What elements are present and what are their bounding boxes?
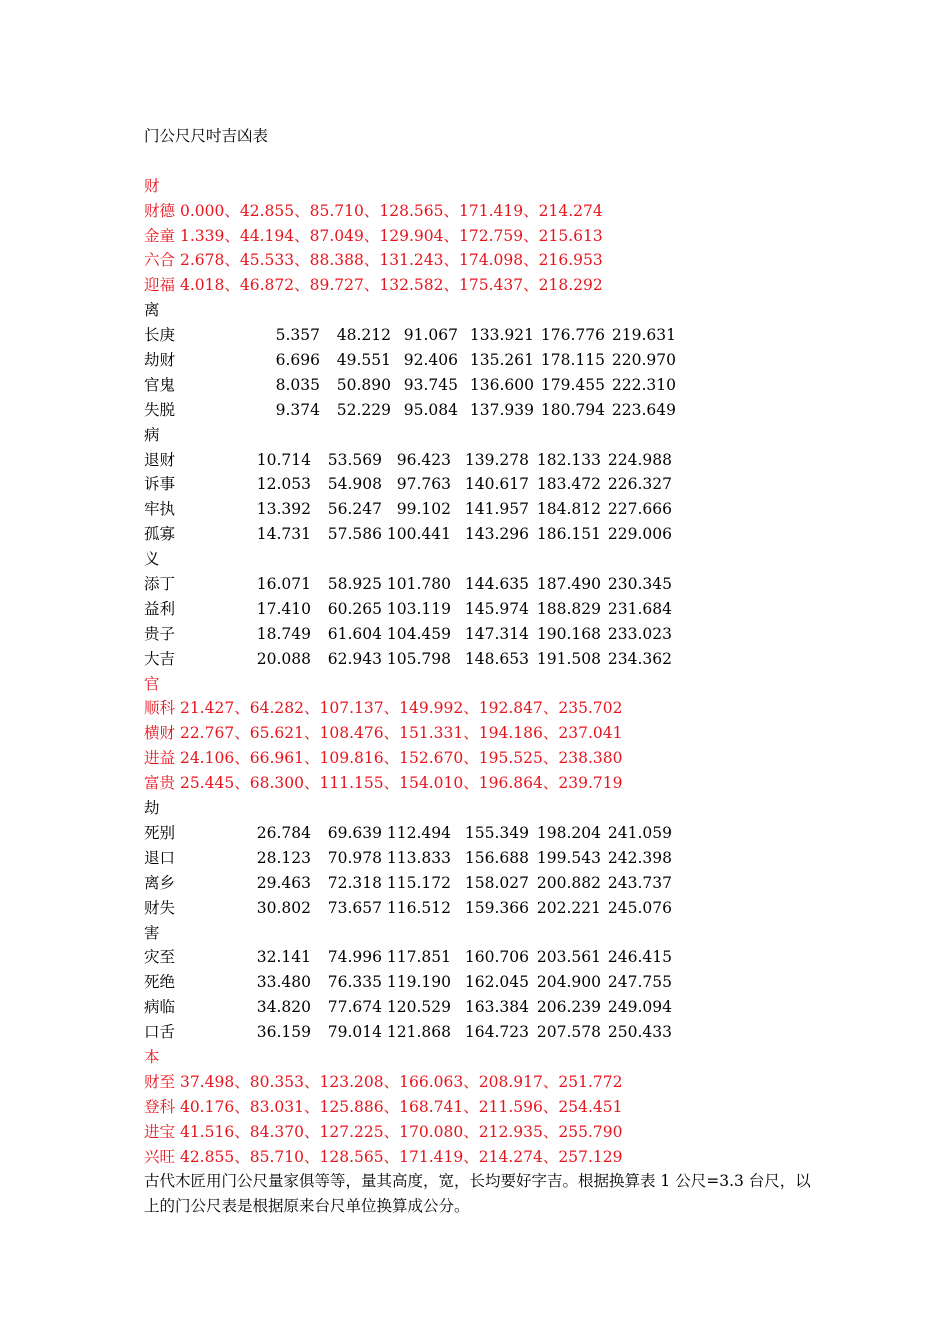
row-value: 119.190 [386, 973, 451, 992]
row-value: 64.282 [249, 699, 304, 718]
row-value: 170.080 [399, 1122, 464, 1141]
row-value: 135.261 [469, 351, 534, 370]
table-row [144, 1020, 824, 1045]
row-label: 离乡 [144, 873, 176, 892]
row-value: 224.988 [607, 450, 672, 469]
row-value: 191.508 [536, 649, 601, 668]
table-row: 进宝 41.516、84.370、127.225、170.080、212.935、255.790 [144, 1122, 623, 1141]
row-value: 2.678 [179, 251, 225, 270]
row-label: 劫财 [144, 351, 176, 370]
section-heading: 害 [144, 923, 160, 942]
table-row [144, 622, 824, 647]
row-value: 242.398 [607, 848, 672, 867]
row-label: 金童 [144, 226, 176, 245]
row-value: 0.000 [179, 201, 225, 220]
document-page [144, 124, 824, 1219]
row-label: 退财 [144, 450, 176, 469]
row-value: 88.388 [309, 251, 364, 270]
row-value: 214.274 [538, 201, 603, 220]
row-value: 6.696 [275, 351, 320, 370]
row-value: 188.829 [536, 599, 601, 618]
row-label: 官鬼 [144, 375, 176, 394]
table-row [144, 472, 824, 497]
row-value: 145.974 [464, 599, 529, 618]
row-value: 46.872 [239, 276, 295, 295]
section-heading: 劫 [144, 799, 160, 818]
row-value: 68.300 [249, 774, 304, 793]
row-value: 246.415 [607, 948, 672, 967]
row-value: 36.159 [256, 1023, 311, 1042]
row-label: 口舌 [144, 1023, 176, 1042]
row-value: 187.490 [536, 575, 601, 594]
row-value: 166.063 [399, 1072, 464, 1091]
row-value: 103.119 [386, 599, 451, 618]
row-value: 141.957 [464, 500, 529, 519]
row-value: 215.613 [538, 226, 603, 245]
table-row: 六合 2.678、45.533、88.388、131.243、174.098、216.953 [144, 251, 603, 270]
row-value: 92.406 [403, 351, 458, 370]
row-value: 132.582 [379, 276, 444, 295]
row-value: 24.106 [179, 749, 235, 768]
row-value: 17.410 [256, 599, 311, 618]
row-value: 219.631 [611, 326, 676, 345]
row-value: 120.529 [386, 998, 451, 1017]
table-row [144, 323, 824, 348]
row-value: 112.494 [386, 823, 451, 842]
row-value: 204.900 [536, 973, 601, 992]
section-heading: 离 [144, 301, 160, 320]
row-value: 243.737 [607, 873, 672, 892]
row-value: 29.463 [256, 873, 311, 892]
row-value: 85.710 [309, 201, 364, 220]
row-value: 108.476 [319, 724, 384, 743]
row-value: 143.296 [464, 525, 529, 544]
row-value: 32.141 [256, 948, 311, 967]
row-label: 富贵 [144, 774, 176, 793]
row-value: 129.904 [379, 226, 444, 245]
row-value: 172.759 [459, 226, 524, 245]
row-value: 229.006 [607, 525, 672, 544]
row-value: 233.023 [607, 624, 672, 643]
row-value: 1.339 [179, 226, 225, 245]
row-value: 230.345 [607, 575, 672, 594]
row-label: 横财 [144, 724, 176, 743]
row-value: 237.041 [558, 724, 623, 743]
row-value: 128.565 [319, 1147, 384, 1166]
table-row [144, 871, 824, 896]
row-value: 22.767 [179, 724, 235, 743]
row-value: 45.533 [239, 251, 295, 270]
row-value: 123.208 [319, 1072, 384, 1091]
row-value: 57.586 [327, 525, 382, 544]
row-label: 牢执 [144, 500, 176, 519]
row-value: 97.763 [396, 475, 451, 494]
row-value: 9.374 [275, 400, 320, 419]
row-value: 133.921 [469, 326, 534, 345]
row-value: 87.049 [309, 226, 364, 245]
row-value: 192.847 [478, 699, 543, 718]
table-row: 横财 22.767、65.621、108.476、151.331、194.186、237.041 [144, 724, 623, 743]
row-label: 长庚 [144, 326, 176, 345]
row-value: 137.939 [469, 400, 534, 419]
row-value: 89.727 [309, 276, 364, 295]
row-value: 26.784 [256, 823, 311, 842]
row-value: 159.366 [464, 898, 529, 917]
row-label: 益利 [144, 599, 176, 618]
table-row: 迎福 4.018、46.872、89.727、132.582、175.437、218.292 [144, 276, 603, 295]
row-value: 238.380 [558, 749, 623, 768]
row-value: 163.384 [464, 998, 529, 1017]
row-value: 182.133 [536, 450, 601, 469]
row-value: 136.600 [469, 375, 534, 394]
row-value: 239.719 [558, 774, 623, 793]
row-value: 206.239 [536, 998, 601, 1017]
row-value: 18.749 [256, 624, 311, 643]
row-value: 247.755 [607, 973, 672, 992]
measurement-table [144, 174, 824, 1170]
row-value: 85.710 [249, 1147, 304, 1166]
row-value: 194.186 [478, 724, 543, 743]
row-value: 249.094 [607, 998, 672, 1017]
row-label: 财失 [144, 898, 176, 917]
row-value: 65.621 [249, 724, 304, 743]
row-value: 84.370 [249, 1122, 304, 1141]
row-value: 91.067 [403, 326, 458, 345]
row-value: 101.780 [386, 575, 451, 594]
row-label: 迎福 [144, 276, 176, 295]
row-value: 34.820 [256, 998, 311, 1017]
row-value: 216.953 [538, 251, 603, 270]
row-value: 179.455 [540, 375, 605, 394]
row-value: 158.027 [464, 873, 529, 892]
row-value: 168.741 [399, 1097, 464, 1116]
row-value: 231.684 [607, 599, 672, 618]
row-value: 62.943 [327, 649, 382, 668]
row-value: 49.551 [336, 351, 391, 370]
row-value: 70.978 [327, 848, 382, 867]
table-row: 财至 37.498、80.353、123.208、166.063、208.917、251.772 [144, 1072, 623, 1091]
row-value: 202.221 [536, 898, 601, 917]
table-row [144, 522, 824, 547]
row-label: 失脱 [144, 400, 176, 419]
section-heading: 官 [144, 674, 160, 693]
row-value: 127.225 [319, 1122, 384, 1141]
row-value: 58.925 [327, 575, 382, 594]
row-value: 74.996 [327, 948, 382, 967]
table-row [144, 647, 824, 672]
row-value: 20.088 [256, 649, 311, 668]
row-value: 76.335 [327, 973, 382, 992]
row-value: 28.123 [256, 848, 311, 867]
row-value: 196.864 [478, 774, 543, 793]
row-value: 175.437 [459, 276, 524, 295]
table-row [144, 896, 824, 921]
row-value: 50.890 [336, 375, 391, 394]
table-row: 富贵 25.445、68.300、111.155、154.010、196.864、239.719 [144, 774, 623, 793]
row-value: 104.459 [386, 624, 451, 643]
row-label: 兴旺 [144, 1147, 176, 1166]
row-value: 25.445 [179, 774, 235, 793]
row-value: 125.886 [319, 1097, 384, 1116]
row-value: 117.851 [386, 948, 451, 967]
row-value: 48.212 [336, 326, 391, 345]
section-heading: 本 [144, 1047, 160, 1066]
row-value: 176.776 [540, 326, 605, 345]
table-row [144, 348, 824, 373]
row-value: 174.098 [459, 251, 524, 270]
row-value: 218.292 [538, 276, 603, 295]
row-label: 灾至 [144, 948, 176, 967]
row-value: 184.812 [536, 500, 601, 519]
row-value: 121.868 [386, 1023, 451, 1042]
section-heading: 病 [144, 425, 160, 444]
table-row [144, 970, 824, 995]
row-label: 添丁 [144, 575, 176, 594]
row-value: 99.102 [396, 500, 451, 519]
row-value: 251.772 [558, 1072, 623, 1091]
row-value: 21.427 [179, 699, 235, 718]
row-label: 六合 [144, 251, 176, 270]
row-value: 195.525 [478, 749, 543, 768]
row-value: 79.014 [327, 1023, 382, 1042]
row-value: 211.596 [478, 1097, 543, 1116]
row-value: 77.674 [327, 998, 382, 1017]
row-value: 190.168 [536, 624, 601, 643]
row-value: 254.451 [558, 1097, 623, 1116]
table-row: 兴旺 42.855、85.710、128.565、171.419、214.274、257.129 [144, 1147, 623, 1166]
row-value: 151.331 [399, 724, 464, 743]
table-row [144, 995, 824, 1020]
table-row: 金童 1.339、44.194、87.049、129.904、172.759、215.613 [144, 226, 603, 245]
row-label: 死绝 [144, 973, 176, 992]
row-label: 进益 [144, 749, 176, 768]
row-value: 30.802 [256, 898, 311, 917]
table-row: 登科 40.176、83.031、125.886、168.741、211.596、254.451 [144, 1097, 623, 1116]
row-value: 73.657 [327, 898, 382, 917]
row-value: 53.569 [327, 450, 382, 469]
row-value: 162.045 [464, 973, 529, 992]
row-value: 96.423 [396, 450, 451, 469]
row-value: 144.635 [464, 575, 529, 594]
row-value: 245.076 [607, 898, 672, 917]
row-value: 180.794 [540, 400, 605, 419]
row-value: 227.666 [607, 500, 672, 519]
table-row [144, 373, 824, 398]
row-label: 孤寡 [144, 525, 176, 544]
row-value: 105.798 [386, 649, 451, 668]
row-value: 113.833 [386, 848, 451, 867]
row-value: 156.688 [464, 848, 529, 867]
row-value: 95.084 [403, 400, 458, 419]
row-value: 207.578 [536, 1023, 601, 1042]
row-label: 大吉 [144, 649, 176, 668]
section-heading: 财 [144, 176, 160, 195]
row-value: 171.419 [399, 1147, 464, 1166]
row-value: 40.176 [179, 1097, 235, 1116]
table-row: 财德 0.000、42.855、85.710、128.565、171.419、214.274 [144, 201, 603, 220]
row-label: 诉事 [144, 475, 176, 494]
row-value: 100.441 [386, 525, 451, 544]
row-value: 66.961 [249, 749, 304, 768]
row-label: 财至 [144, 1072, 176, 1091]
row-value: 41.516 [179, 1122, 235, 1141]
section-heading: 义 [144, 550, 160, 569]
row-value: 93.745 [403, 375, 458, 394]
row-value: 140.617 [464, 475, 529, 494]
row-label: 死别 [144, 823, 176, 842]
row-value: 72.318 [327, 873, 382, 892]
row-value: 42.855 [179, 1147, 235, 1166]
row-value: 257.129 [558, 1147, 623, 1166]
row-value: 128.565 [379, 201, 444, 220]
footnote: 古代木匠用门公尺量家俱等等，量其高度，宽，长均要好字吉。根据换算表 1 公尺=3.3 台尺，以上的门公尺表是根据原来台尺单位换算成公分。 [144, 1172, 811, 1216]
row-value: 226.327 [607, 475, 672, 494]
row-value: 33.480 [256, 973, 311, 992]
row-value: 54.908 [327, 475, 382, 494]
row-value: 200.882 [536, 873, 601, 892]
row-value: 171.419 [459, 201, 524, 220]
row-label: 登科 [144, 1097, 176, 1116]
row-value: 12.053 [256, 475, 311, 494]
row-value: 222.310 [611, 375, 676, 394]
row-value: 214.274 [478, 1147, 543, 1166]
row-label: 财德 [144, 201, 176, 220]
row-value: 61.604 [327, 624, 382, 643]
row-value: 44.194 [239, 226, 295, 245]
row-value: 52.229 [336, 400, 391, 419]
row-value: 148.653 [464, 649, 529, 668]
row-value: 60.265 [327, 599, 382, 618]
table-row [144, 497, 824, 522]
row-value: 116.512 [386, 898, 451, 917]
row-value: 149.992 [399, 699, 464, 718]
row-value: 212.935 [478, 1122, 543, 1141]
row-value: 198.204 [536, 823, 601, 842]
row-value: 80.353 [249, 1072, 304, 1091]
row-value: 131.243 [379, 251, 444, 270]
row-value: 155.349 [464, 823, 529, 842]
row-label: 顺科 [144, 699, 176, 718]
row-value: 220.970 [611, 351, 676, 370]
row-value: 208.917 [478, 1072, 543, 1091]
row-value: 139.278 [464, 450, 529, 469]
row-value: 13.392 [256, 500, 311, 519]
row-value: 154.010 [399, 774, 464, 793]
row-value: 152.670 [399, 749, 464, 768]
row-value: 234.362 [607, 649, 672, 668]
row-value: 164.723 [464, 1023, 529, 1042]
row-value: 37.498 [179, 1072, 235, 1091]
row-value: 56.247 [327, 500, 382, 519]
row-label: 病临 [144, 998, 176, 1017]
row-label: 进宝 [144, 1122, 176, 1141]
row-label: 贵子 [144, 624, 176, 643]
row-value: 223.649 [611, 400, 676, 419]
row-value: 14.731 [256, 525, 311, 544]
table-row [144, 846, 824, 871]
row-value: 69.639 [327, 823, 382, 842]
row-value: 42.855 [239, 201, 295, 220]
row-value: 241.059 [607, 823, 672, 842]
row-value: 250.433 [607, 1023, 672, 1042]
row-value: 115.172 [386, 873, 451, 892]
table-row [144, 821, 824, 846]
table-row: 顺科 21.427、64.282、107.137、149.992、192.847、235.702 [144, 699, 623, 718]
row-value: 8.035 [275, 375, 320, 394]
row-value: 5.357 [275, 326, 320, 345]
row-value: 107.137 [319, 699, 384, 718]
row-value: 16.071 [256, 575, 311, 594]
table-row: 进益 24.106、66.961、109.816、152.670、195.525、238.380 [144, 749, 623, 768]
row-value: 186.151 [536, 525, 601, 544]
table-row [144, 398, 824, 423]
table-row [144, 597, 824, 622]
row-value: 183.472 [536, 475, 601, 494]
row-value: 109.816 [319, 749, 384, 768]
row-value: 235.702 [558, 699, 623, 718]
row-label: 退口 [144, 848, 176, 867]
row-value: 10.714 [256, 450, 311, 469]
row-value: 83.031 [249, 1097, 304, 1116]
row-value: 160.706 [464, 948, 529, 967]
row-value: 4.018 [179, 276, 225, 295]
row-value: 199.543 [536, 848, 601, 867]
row-value: 255.790 [558, 1122, 623, 1141]
row-value: 178.115 [540, 351, 605, 370]
document-title: 门公尺尺吋吉凶表 [144, 127, 269, 145]
row-value: 147.314 [464, 624, 529, 643]
row-value: 111.155 [319, 774, 384, 793]
table-row [144, 945, 824, 970]
row-value: 203.561 [536, 948, 601, 967]
table-row [144, 448, 824, 473]
table-row [144, 572, 824, 597]
